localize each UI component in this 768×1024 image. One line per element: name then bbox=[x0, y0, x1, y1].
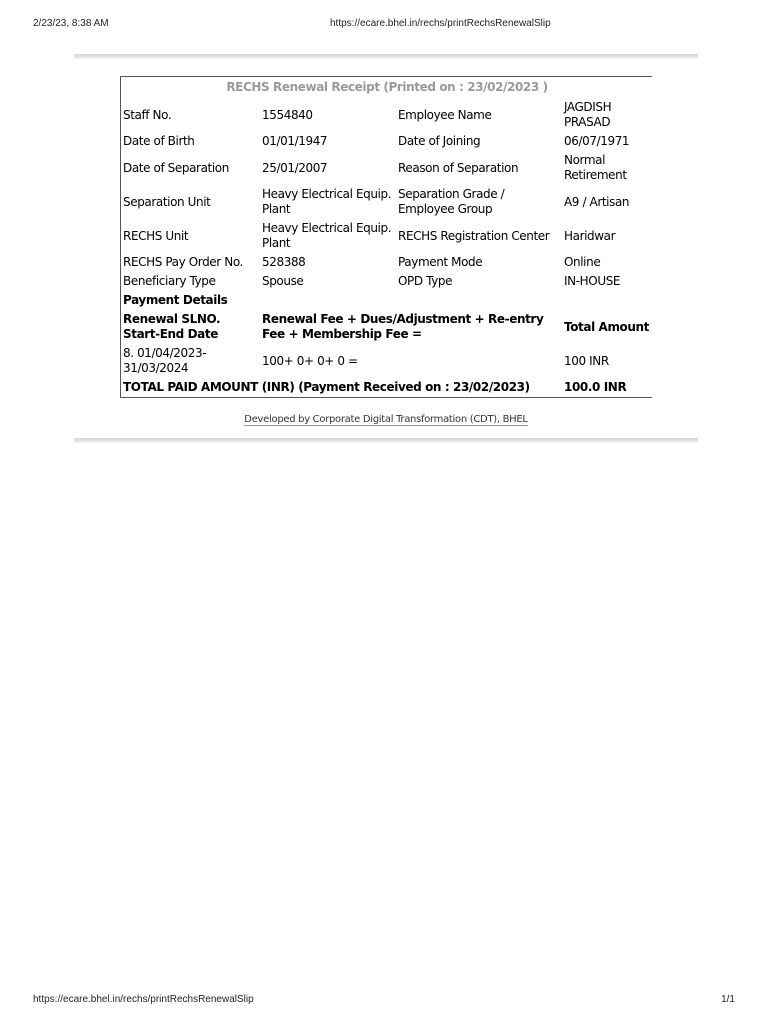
page-number: 1/1 bbox=[721, 994, 735, 1005]
payment-header-row bbox=[121, 310, 653, 344]
doj-label: Date of Joining bbox=[398, 134, 481, 148]
table-row bbox=[121, 272, 653, 291]
developer-credit bbox=[120, 414, 652, 425]
print-url: https://ecare.bhel.in/rechs/printRechsRenewalSlip bbox=[330, 18, 551, 29]
sep-grade-label: Separation Grade / Employee Group bbox=[398, 187, 505, 216]
footer-url: https://ecare.bhel.in/rechs/printRechsRenewalSlip bbox=[33, 994, 254, 1005]
fee-breakdown-value: 100+ 0+ 0+ 0 = bbox=[262, 353, 358, 368]
table-row bbox=[121, 185, 653, 219]
total-paid-label: TOTAL PAID AMOUNT (INR) (Payment Received on : 23/02/2023) bbox=[123, 380, 530, 394]
table-row bbox=[121, 132, 653, 151]
dos-label: Date of Separation bbox=[123, 160, 229, 175]
table-row bbox=[121, 151, 653, 185]
receipt-table bbox=[120, 76, 652, 398]
payment-mode-value: Online bbox=[564, 255, 601, 269]
pay-order-label: RECHS Pay Order No. bbox=[123, 255, 243, 269]
page-shadow-bottom bbox=[74, 438, 698, 443]
print-header bbox=[0, 18, 768, 34]
opd-label: OPD Type bbox=[398, 274, 453, 288]
payment-mode-label: Payment Mode bbox=[398, 255, 483, 269]
table-row bbox=[121, 253, 653, 272]
period-column-header: Renewal SLNO. Start-End Date bbox=[123, 312, 221, 341]
print-footer bbox=[0, 994, 768, 1010]
total-paid-row bbox=[121, 378, 653, 397]
fee-column-header: Renewal Fee + Dues/Adjustment + Re-entry Fee + Membership Fee = bbox=[262, 312, 544, 341]
total-column-header: Total Amount bbox=[564, 319, 650, 334]
pay-order-value: 528388 bbox=[262, 255, 306, 269]
receipt-title-row bbox=[121, 77, 653, 98]
table-row bbox=[121, 344, 653, 378]
table-row bbox=[121, 219, 653, 253]
receipt-title: RECHS Renewal Receipt (Printed on : 23/02/2023 ) bbox=[226, 80, 548, 94]
staff-no-label: Staff No. bbox=[123, 107, 172, 122]
employee-name-label: Employee Name bbox=[398, 107, 492, 122]
employee-name-value: JAGDISH PRASAD bbox=[564, 100, 612, 129]
sep-grade-value: A9 / Artisan bbox=[564, 194, 630, 209]
doj-value: 06/07/1971 bbox=[564, 134, 630, 148]
sep-unit-label: Separation Unit bbox=[123, 194, 211, 209]
page-shadow-top bbox=[74, 54, 698, 59]
total-paid-value: 100.0 INR bbox=[564, 380, 627, 394]
rechs-unit-value: Heavy Electrical Equip. Plant bbox=[262, 221, 392, 250]
dob-value: 01/01/1947 bbox=[262, 134, 328, 148]
reg-center-label: RECHS Registration Center bbox=[398, 228, 550, 243]
dob-label: Date of Birth bbox=[123, 134, 195, 148]
reg-center-value: Haridwar bbox=[564, 228, 616, 243]
table-row bbox=[121, 98, 653, 132]
beneficiary-value: Spouse bbox=[262, 274, 304, 288]
opd-value: IN-HOUSE bbox=[564, 274, 621, 288]
dos-value: 25/01/2007 bbox=[262, 160, 328, 175]
reason-value: Normal Retirement bbox=[564, 153, 627, 182]
rechs-unit-label: RECHS Unit bbox=[123, 228, 189, 243]
renewal-period-value: 8. 01/04/2023-31/03/2024 bbox=[123, 346, 207, 375]
developer-credit-text: Developed by Corporate Digital Transformation (CDT), BHEL bbox=[244, 414, 528, 425]
print-datetime: 2/23/23, 8:38 AM bbox=[33, 18, 109, 29]
sep-unit-value: Heavy Electrical Equip. Plant bbox=[262, 187, 392, 216]
staff-no-value: 1554840 bbox=[262, 107, 313, 122]
table-row bbox=[121, 291, 653, 310]
beneficiary-label: Beneficiary Type bbox=[123, 274, 216, 288]
total-amount-value: 100 INR bbox=[564, 353, 609, 368]
payment-details-heading: Payment Details bbox=[123, 293, 228, 307]
reason-label: Reason of Separation bbox=[398, 160, 519, 175]
